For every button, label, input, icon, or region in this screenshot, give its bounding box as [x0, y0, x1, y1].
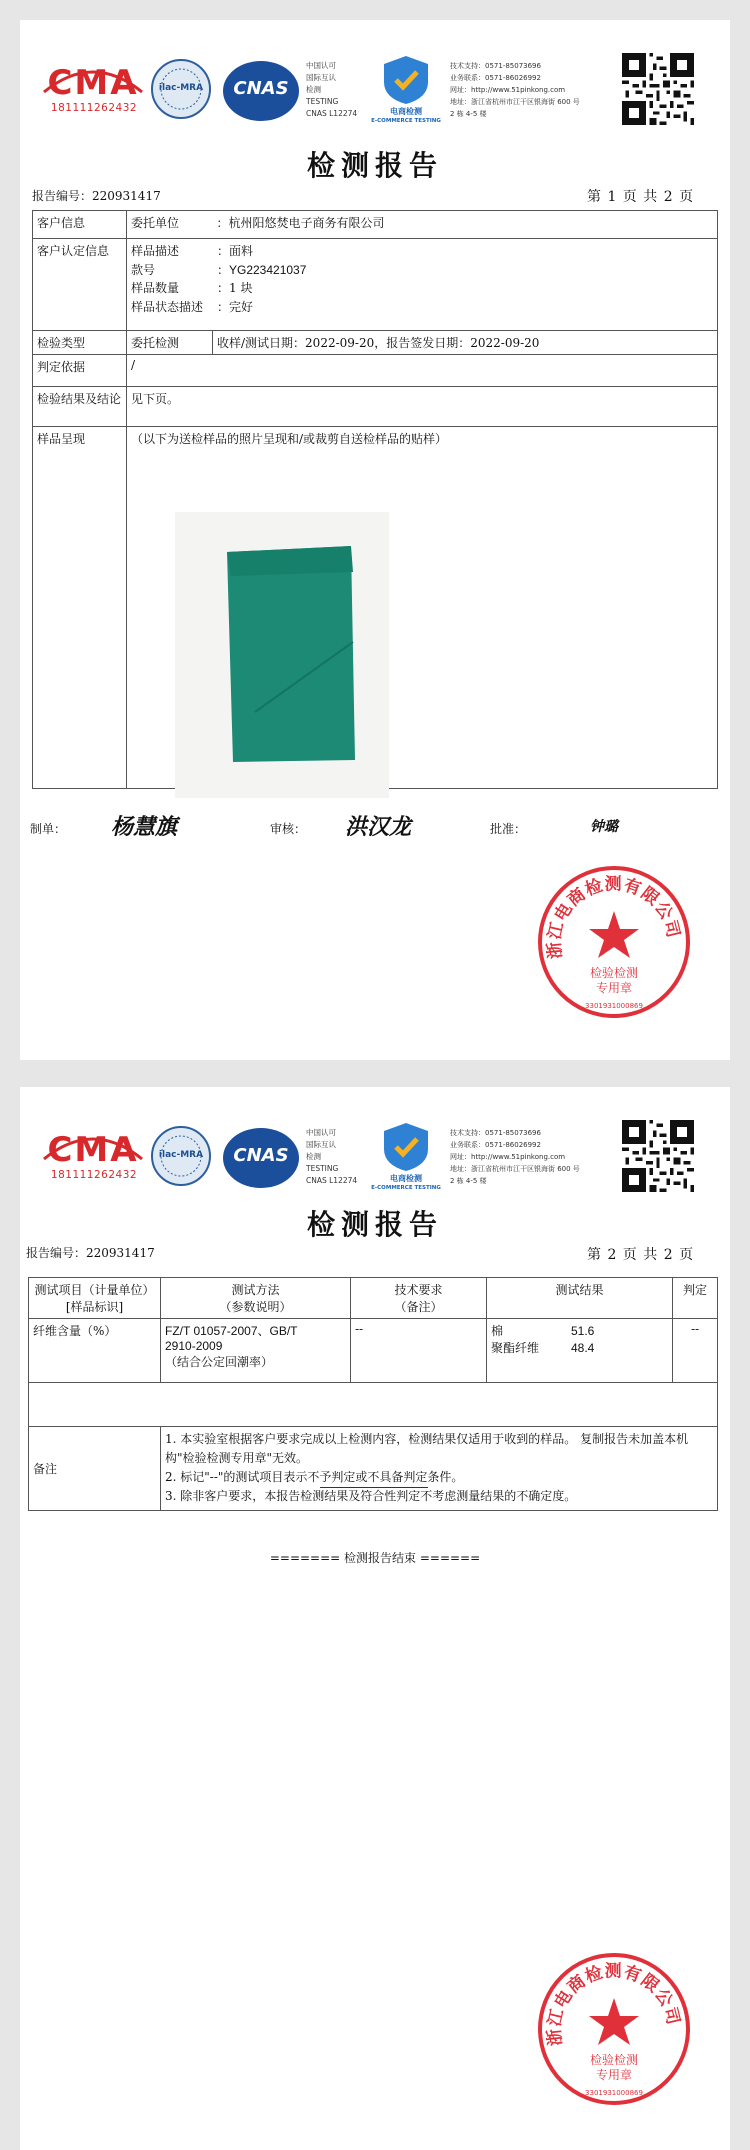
basis-row [33, 355, 718, 387]
official-stamp [535, 1950, 693, 2108]
table-row [29, 1319, 718, 1383]
svg-text:3301931000869: 3301931000869 [585, 1002, 643, 1010]
header-judge: 判定 [673, 1278, 718, 1319]
contact-info: 技术支持：0571-85073696 业务联系：0571-86026992 网址：http://www.51pinkong.com 地址：浙江省杭州市江干区银海街 600 号 2 栋 4-5 楼 [450, 1129, 580, 1185]
test-results-table [28, 1277, 718, 1511]
svg-text:专用章: 专用章 [595, 2068, 633, 2082]
svg-text:浙江电商检测有限公司: 浙江电商检测有限公司 [544, 874, 684, 960]
remarks-label: 备注 [29, 1427, 161, 1511]
remarks-content: 1. 本实验室根据客户要求完成以上检测内容，检测结果仅适用于收到的样品。 复制报告未加盖本机构"检验检测专用章"无效。 2. 标记"--"的测试项目表示不予判定或不具备判定条件。 3. 除非客户要求，本报告检测结果及符合性判定不考虑测量结果的不确定度。 [161, 1427, 718, 1511]
report-number: 报告编号：220931417 [26, 1246, 155, 1260]
report-header [20, 20, 730, 130]
report-title: 检测报告 [306, 149, 443, 182]
fabric-sample-photo [175, 512, 389, 798]
remarks-row [29, 1427, 718, 1511]
header-item: 测试项目（计量单位） [样品标识] [29, 1278, 161, 1319]
cnas-logo: CNAS [222, 1127, 300, 1189]
result-cell: 棉 51.6 聚酯纤维 48.4 [487, 1319, 673, 1383]
ilac-mra-logo: ilac-MRA [150, 58, 212, 120]
accreditation-text: 中国认可 国际互认 检测 TESTING CNAS L12274 [306, 61, 358, 118]
header-requirement: 技术要求 （备注） [351, 1278, 487, 1319]
divider-line [320, 1487, 428, 1488]
svg-text:浙江电商检测有限公司: 浙江电商检测有限公司 [544, 1961, 684, 2047]
result-label: 检验结果及结论 [33, 387, 127, 427]
confirm-row [33, 239, 718, 331]
svg-text:专用章: 专用章 [595, 981, 633, 995]
ilac-mra-logo: ilac-MRA [150, 1125, 212, 1187]
type-row [33, 331, 718, 355]
cma-logo: CMA 181111262432 [40, 1127, 146, 1181]
ecommerce-testing-logo: 电商检测 E-COMMERCE TESTING [370, 1119, 442, 1197]
cnas-logo: CNAS [222, 60, 300, 122]
method-cell: FZ/T 01057-2007、GB/T 2910-2009 （结合公定回潮率） [161, 1319, 351, 1383]
client-key: 委托单位 [127, 211, 213, 239]
svg-text:3301931000869: 3301931000869 [585, 2089, 643, 2097]
client-value: ：杭州阳悠焚电子商务有限公司 [213, 211, 718, 239]
report-header [20, 1087, 730, 1197]
maker-label: 制单： [30, 822, 67, 836]
maker-signature: 杨慧旗 [111, 814, 178, 840]
report-number: 报告编号：220931417 [32, 189, 161, 203]
requirement-cell: -- [351, 1319, 487, 1383]
confirm-details: 样品描述 ：面料 款号 ：YG223421037 样品数量 ：1 块 样品状态描述 ：完好 [127, 239, 718, 331]
judge-cell: -- [673, 1319, 718, 1383]
official-stamp [535, 863, 693, 1021]
approver-signature: 钟璐 [590, 819, 618, 835]
reviewer-label: 审核： [270, 822, 307, 836]
confirm-label: 客户认定信息 [33, 239, 127, 331]
result-row [33, 387, 718, 427]
client-row [33, 211, 718, 239]
ecommerce-testing-logo: 电商检测 E-COMMERCE TESTING [370, 52, 442, 130]
cma-logo: CMA 181111262432 [40, 60, 146, 114]
client-label: 客户信息 [33, 211, 127, 239]
header-result: 测试结果 [487, 1278, 673, 1319]
blank-row [29, 1383, 718, 1427]
contact-info: 技术支持：0571-85073696 业务联系：0571-86026992 网址：http://www.51pinkong.com 地址：浙江省杭州市江干区银海街 600 号 2 栋 4-5 楼 [450, 62, 580, 118]
qr-code [622, 53, 694, 125]
svg-text:检验检测: 检验检测 [589, 2053, 639, 2067]
svg-text:检验检测: 检验检测 [589, 966, 639, 980]
report-page-1 [20, 20, 730, 1060]
result-value: 见下页。 [127, 387, 718, 427]
type-label: 检验类型 [33, 331, 127, 355]
reviewer-signature: 洪汉龙 [345, 814, 412, 840]
page-number: 第 1 页 共 2 页 [587, 189, 695, 205]
type-value: 委托检测 [127, 331, 213, 355]
table-header-row [29, 1278, 718, 1319]
accreditation-text: 中国认可 国际互认 检测 TESTING CNAS L12274 [306, 1128, 358, 1185]
sample-note: （以下为送检样品的照片呈现和/或裁剪自送检样品的贴样） [127, 427, 718, 789]
dates-value: 收样/测试日期：2022-09-20，报告签发日期：2022-09-20 [213, 331, 718, 355]
report-title: 检测报告 [306, 1208, 443, 1241]
report-end-line: ======= 检测报告结束 ====== [269, 1551, 481, 1565]
basis-value: / [127, 355, 718, 387]
qr-code [622, 1120, 694, 1192]
approver-label: 批准： [490, 822, 527, 836]
report-page-2 [20, 1087, 730, 2150]
basis-label: 判定依据 [33, 355, 127, 387]
item-cell: 纤维含量（%） [29, 1319, 161, 1383]
page-number: 第 2 页 共 2 页 [587, 1247, 695, 1263]
sample-label: 样品呈现 [33, 427, 127, 789]
header-method: 测试方法 （参数说明） [161, 1278, 351, 1319]
